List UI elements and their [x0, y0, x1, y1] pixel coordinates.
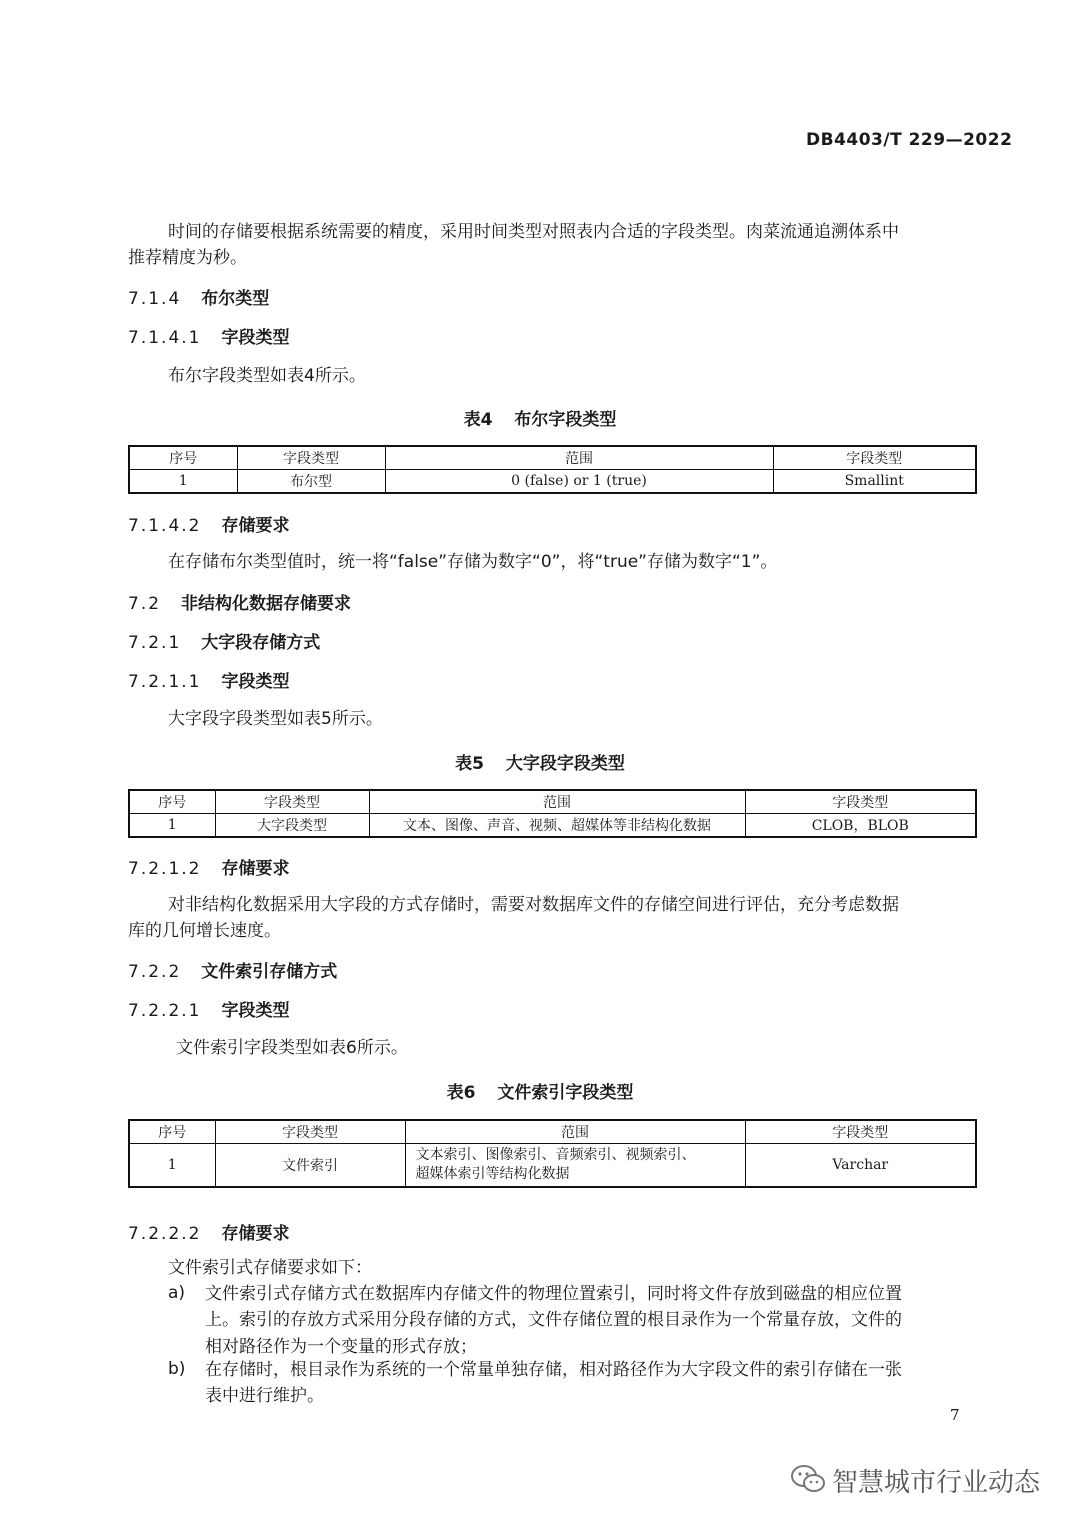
list-label: b) [168, 1359, 186, 1379]
table-cell: Smallint [773, 470, 976, 494]
list-item-a [205, 1281, 977, 1360]
table-row [129, 1144, 976, 1188]
header-cell: 字段类型 [745, 790, 976, 814]
table-cell: 1 [129, 470, 237, 494]
table-cell: 文件索引 [215, 1144, 405, 1188]
list-line: 上。索引的存放方式采用分段存储的方式，文件存储位置的根目录作为一个常量存放，文件的 [205, 1310, 902, 1331]
section-title: 文件索引存储方式 [201, 962, 338, 982]
table-header-row [129, 446, 976, 470]
table-header-row [129, 1120, 976, 1144]
section-heading [128, 854, 289, 879]
section-number: 7.2.1.2 [128, 859, 202, 879]
header-cell: 范围 [369, 790, 745, 814]
page-number: 7 [950, 1406, 960, 1424]
table-caption [0, 1078, 1080, 1103]
section-title: 字段类型 [221, 1001, 290, 1021]
section-heading [128, 996, 289, 1021]
section-heading [128, 957, 337, 982]
section-title: 存储要求 [221, 859, 290, 879]
section-title: 布尔类型 [201, 289, 270, 309]
section-title: 大字段存储方式 [201, 633, 321, 653]
range-line: 超媒体索引等结构化数据 [415, 1166, 570, 1182]
table-title: 大字段字段类型 [505, 754, 625, 774]
header-cell: 序号 [129, 790, 215, 814]
section-title: 字段类型 [221, 672, 290, 692]
table-cell-range [405, 1144, 745, 1188]
table-cell: 1 [129, 814, 215, 838]
paragraph-bigfield-storage-2: 库的几何增长速度。 [128, 921, 281, 941]
watermark-text: 智慧城市行业动态 [832, 1468, 1041, 1498]
section-number: 7.1.4.2 [128, 516, 202, 536]
wechat-icon [790, 1464, 826, 1494]
header-cell: 字段类型 [745, 1120, 976, 1144]
header-cell: 字段类型 [215, 1120, 405, 1144]
table-fileindex-types [128, 1119, 977, 1188]
intro-line-2: 推荐精度为秒。 [128, 248, 247, 268]
table-title: 布尔字段类型 [514, 410, 617, 430]
section-number: 7.2.2.2 [128, 1224, 202, 1244]
section-heading [128, 323, 289, 348]
section-heading [128, 589, 351, 614]
section-heading [128, 628, 320, 653]
table-bigfield-types [128, 789, 977, 838]
table-cell: 布尔型 [237, 470, 385, 494]
section-number: 7.2.1 [128, 633, 182, 653]
section-number: 7.2.2 [128, 962, 182, 982]
table-cell: Varchar [745, 1144, 976, 1188]
table-number: 表5 [455, 754, 484, 774]
list-line: 在存储时，根目录作为系统的一个常量单独存储，相对路径作为大字段文件的索引存储在一张 [205, 1360, 902, 1380]
paragraph-bigfield-storage-1: 对非结构化数据采用大字段的方式存储时，需要对数据库文件的存储空间进行评估，充分考虑数据 [168, 895, 899, 915]
section-heading [128, 511, 289, 536]
table-cell: CLOB，BLOB [745, 814, 976, 838]
table-caption [0, 405, 1080, 430]
range-line: 文本索引、图像索引、音频索引、视频索引、 [415, 1147, 696, 1164]
paragraph-bool-intro: 布尔字段类型如表4所示。 [168, 366, 366, 386]
section-title: 存储要求 [221, 1224, 290, 1244]
intro-line-1: 时间的存储要根据系统需要的精度，采用时间类型对照表内合适的字段类型。肉菜流通追溯体系中 [168, 222, 899, 242]
section-number: 7.2 [128, 594, 162, 614]
table-cell: 0 (false) or 1 (true) [385, 470, 773, 494]
section-title: 字段类型 [221, 328, 290, 348]
paragraph-fileindex-req-intro: 文件索引式存储要求如下： [168, 1258, 372, 1278]
table-cell: 1 [129, 1144, 215, 1188]
table-row [129, 814, 976, 838]
table-caption [0, 749, 1080, 774]
section-number: 7.1.4.1 [128, 328, 202, 348]
table-header-row [129, 790, 976, 814]
list-line: 表中进行维护。 [205, 1386, 324, 1407]
table-cell: 文本、图像、声音、视频、超媒体等非结构化数据 [369, 814, 745, 838]
paragraph-fileindex-intro: 文件索引字段类型如表6所示。 [176, 1038, 408, 1058]
section-heading [128, 667, 289, 692]
table-bool-types [128, 445, 977, 494]
paragraph-bigfield-intro: 大字段字段类型如表5所示。 [168, 709, 383, 729]
list-label: a) [168, 1283, 186, 1303]
header-cell: 字段类型 [773, 446, 976, 470]
header-cell: 字段类型 [237, 446, 385, 470]
section-number: 7.2.2.1 [128, 1001, 202, 1021]
section-number: 7.2.1.1 [128, 672, 202, 692]
header-cell: 序号 [129, 1120, 215, 1144]
table-number: 表4 [463, 410, 493, 430]
header-cell: 序号 [129, 446, 237, 470]
section-heading [128, 284, 269, 309]
header-cell: 范围 [405, 1120, 745, 1144]
list-line: 文件索引式存储方式在数据库内存储文件的物理位置索引，同时将文件存放到磁盘的相应位置 [205, 1284, 902, 1304]
section-title: 非结构化数据存储要求 [181, 594, 352, 614]
section-title: 存储要求 [221, 516, 290, 536]
section-number: 7.1.4 [128, 289, 182, 309]
document-code: DB4403/T 229—2022 [806, 130, 1013, 150]
list-line: 相对路径作为一个变量的形式存放； [205, 1336, 477, 1357]
header-cell: 范围 [385, 446, 773, 470]
header-cell: 字段类型 [215, 790, 369, 814]
section-heading [128, 1219, 289, 1244]
table-title: 文件索引字段类型 [497, 1083, 634, 1103]
paragraph-bool-storage: 在存储布尔类型值时，统一将“false”存储为数字“0”，将“true”存储为数字“1”。 [168, 552, 778, 572]
list-item-b [205, 1357, 977, 1410]
table-number: 表6 [446, 1083, 476, 1103]
table-row [129, 470, 976, 494]
table-cell: 大字段类型 [215, 814, 369, 838]
